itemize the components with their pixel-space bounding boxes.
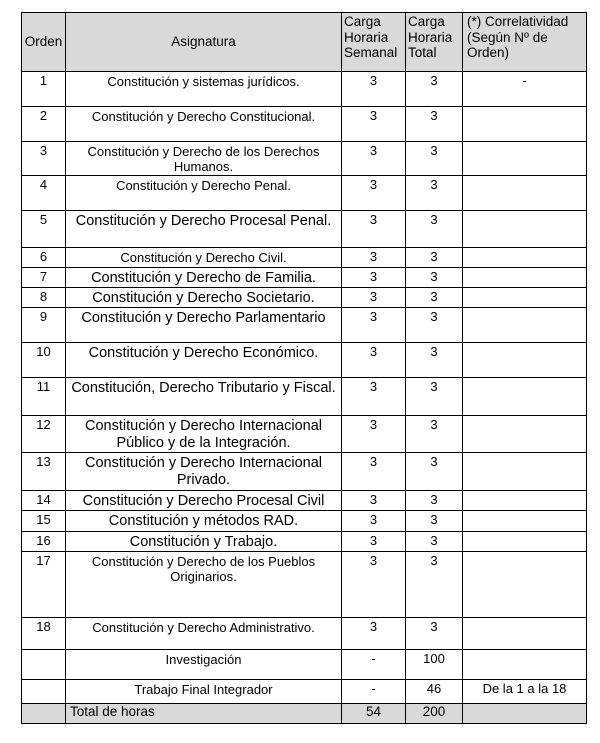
correlativity-cell [463, 618, 587, 650]
total-hours-cell: 3 [406, 176, 463, 211]
order-cell: 12 [22, 416, 66, 453]
order-cell: 10 [22, 343, 66, 378]
weekly-hours-cell: 3 [342, 343, 406, 378]
total-hours-cell: 3 [406, 107, 463, 142]
table-row [22, 416, 587, 453]
total-hours-cell: 3 [406, 248, 463, 268]
order-cell [22, 680, 66, 704]
order-cell: 11 [22, 378, 66, 416]
weekly-hours-cell: 3 [342, 107, 406, 142]
correlativity-cell [463, 248, 587, 268]
subject-cell: Constitución y Derecho Societario. [66, 288, 342, 308]
subject-cell: Constitución, Derecho Tributario y Fiscal. [66, 378, 342, 416]
weekly-hours-cell: 3 [342, 288, 406, 308]
totals-label: Total de horas [66, 704, 342, 724]
totals-weekly: 54 [342, 704, 406, 724]
table-row [22, 552, 587, 618]
correlativity-cell [463, 491, 587, 511]
order-cell: 5 [22, 211, 66, 248]
order-cell: 16 [22, 532, 66, 552]
correlativity-cell [463, 532, 587, 552]
subject-cell: Constitución y Derecho Administrativo. [66, 618, 342, 650]
total-hours-cell: 3 [406, 211, 463, 248]
total-hours-cell: 3 [406, 142, 463, 176]
correlativity-cell [463, 552, 587, 618]
weekly-hours-cell: 3 [342, 618, 406, 650]
header-correlativity: (*) Correlatividad (Según Nº de Orden) [463, 13, 587, 72]
correlativity-cell [463, 650, 587, 680]
subject-cell: Constitución y Derecho Internacional Público y de la Integración. [66, 416, 342, 453]
correlativity-cell: De la 1 a la 18 [463, 680, 587, 704]
header-order: Orden [22, 13, 66, 72]
total-hours-cell: 3 [406, 288, 463, 308]
totals-order-cell [22, 704, 66, 724]
curriculum-table [21, 12, 587, 724]
table-row [22, 650, 587, 680]
order-cell: 18 [22, 618, 66, 650]
correlativity-cell: - [463, 72, 587, 107]
correlativity-cell [463, 176, 587, 211]
weekly-hours-cell: 3 [342, 416, 406, 453]
table-row [22, 453, 587, 491]
subject-cell: Constitución y Derecho Civil. [66, 248, 342, 268]
totals-row [22, 704, 587, 724]
weekly-hours-cell: 3 [342, 142, 406, 176]
weekly-hours-cell: 3 [342, 511, 406, 532]
order-cell: 2 [22, 107, 66, 142]
order-cell: 13 [22, 453, 66, 491]
correlativity-cell [463, 211, 587, 248]
table-row [22, 378, 587, 416]
subject-cell: Constitución y Derecho de los Derechos Humanos. [66, 142, 342, 176]
subject-cell: Constitución y Derecho Económico. [66, 343, 342, 378]
total-hours-cell: 3 [406, 416, 463, 453]
table-row [22, 248, 587, 268]
table-row [22, 491, 587, 511]
table-row [22, 72, 587, 107]
table-row [22, 211, 587, 248]
correlativity-cell [463, 107, 587, 142]
order-cell: 8 [22, 288, 66, 308]
correlativity-cell [463, 378, 587, 416]
total-hours-cell: 3 [406, 378, 463, 416]
total-hours-cell: 100 [406, 650, 463, 680]
weekly-hours-cell: 3 [342, 453, 406, 491]
weekly-hours-cell: - [342, 650, 406, 680]
subject-cell: Constitución y métodos RAD. [66, 511, 342, 532]
weekly-hours-cell: 3 [342, 72, 406, 107]
table-row [22, 107, 587, 142]
weekly-hours-cell: 3 [342, 552, 406, 618]
order-cell: 1 [22, 72, 66, 107]
table-row [22, 176, 587, 211]
subject-cell: Trabajo Final Integrador [66, 680, 342, 704]
correlativity-cell [463, 142, 587, 176]
header-subject: Asignatura [66, 13, 342, 72]
total-hours-cell: 3 [406, 72, 463, 107]
subject-cell: Constitución y Derecho Penal. [66, 176, 342, 211]
table-row [22, 532, 587, 552]
total-hours-cell: 3 [406, 343, 463, 378]
header-weekly-hours: Carga Horaria Semanal [342, 13, 406, 72]
table-row [22, 142, 587, 176]
order-cell: 6 [22, 248, 66, 268]
table-row [22, 308, 587, 343]
correlativity-cell [463, 511, 587, 532]
table-row [22, 288, 587, 308]
table-row [22, 680, 587, 704]
order-cell: 17 [22, 552, 66, 618]
weekly-hours-cell: - [342, 680, 406, 704]
total-hours-cell: 3 [406, 532, 463, 552]
correlativity-cell [463, 268, 587, 288]
correlativity-cell [463, 308, 587, 343]
subject-cell: Constitución y Derecho Procesal Civil [66, 491, 342, 511]
total-hours-cell: 3 [406, 268, 463, 288]
order-cell: 14 [22, 491, 66, 511]
subject-cell: Constitución y Trabajo. [66, 532, 342, 552]
table-row [22, 268, 587, 288]
subject-cell: Constitución y Derecho de Familia. [66, 268, 342, 288]
total-hours-cell: 3 [406, 618, 463, 650]
order-cell: 9 [22, 308, 66, 343]
subject-cell: Constitución y Derecho Constitucional. [66, 107, 342, 142]
header-row [22, 13, 587, 72]
weekly-hours-cell: 3 [342, 211, 406, 248]
subject-cell: Constitución y sistemas jurídicos. [66, 72, 342, 107]
order-cell: 15 [22, 511, 66, 532]
total-hours-cell: 3 [406, 552, 463, 618]
total-hours-cell: 3 [406, 491, 463, 511]
order-cell: 4 [22, 176, 66, 211]
weekly-hours-cell: 3 [342, 248, 406, 268]
header-total-hours: Carga Horaria Total [406, 13, 463, 72]
weekly-hours-cell: 3 [342, 532, 406, 552]
subject-cell: Investigación [66, 650, 342, 680]
correlativity-cell [463, 343, 587, 378]
weekly-hours-cell: 3 [342, 491, 406, 511]
totals-total: 200 [406, 704, 463, 724]
totals-correlativity-cell [463, 704, 587, 724]
subject-cell: Constitución y Derecho de los Pueblos Originarios. [66, 552, 342, 618]
weekly-hours-cell: 3 [342, 308, 406, 343]
weekly-hours-cell: 3 [342, 268, 406, 288]
total-hours-cell: 3 [406, 308, 463, 343]
weekly-hours-cell: 3 [342, 176, 406, 211]
correlativity-cell [463, 416, 587, 453]
subject-cell: Constitución y Derecho Internacional Privado. [66, 453, 342, 491]
correlativity-cell [463, 453, 587, 491]
table-row [22, 618, 587, 650]
total-hours-cell: 3 [406, 453, 463, 491]
subject-cell: Constitución y Derecho Procesal Penal. [66, 211, 342, 248]
table-row [22, 343, 587, 378]
total-hours-cell: 46 [406, 680, 463, 704]
table-row [22, 511, 587, 532]
correlativity-cell [463, 288, 587, 308]
subject-cell: Constitución y Derecho Parlamentario [66, 308, 342, 343]
order-cell [22, 650, 66, 680]
weekly-hours-cell: 3 [342, 378, 406, 416]
total-hours-cell: 3 [406, 511, 463, 532]
order-cell: 3 [22, 142, 66, 176]
order-cell: 7 [22, 268, 66, 288]
